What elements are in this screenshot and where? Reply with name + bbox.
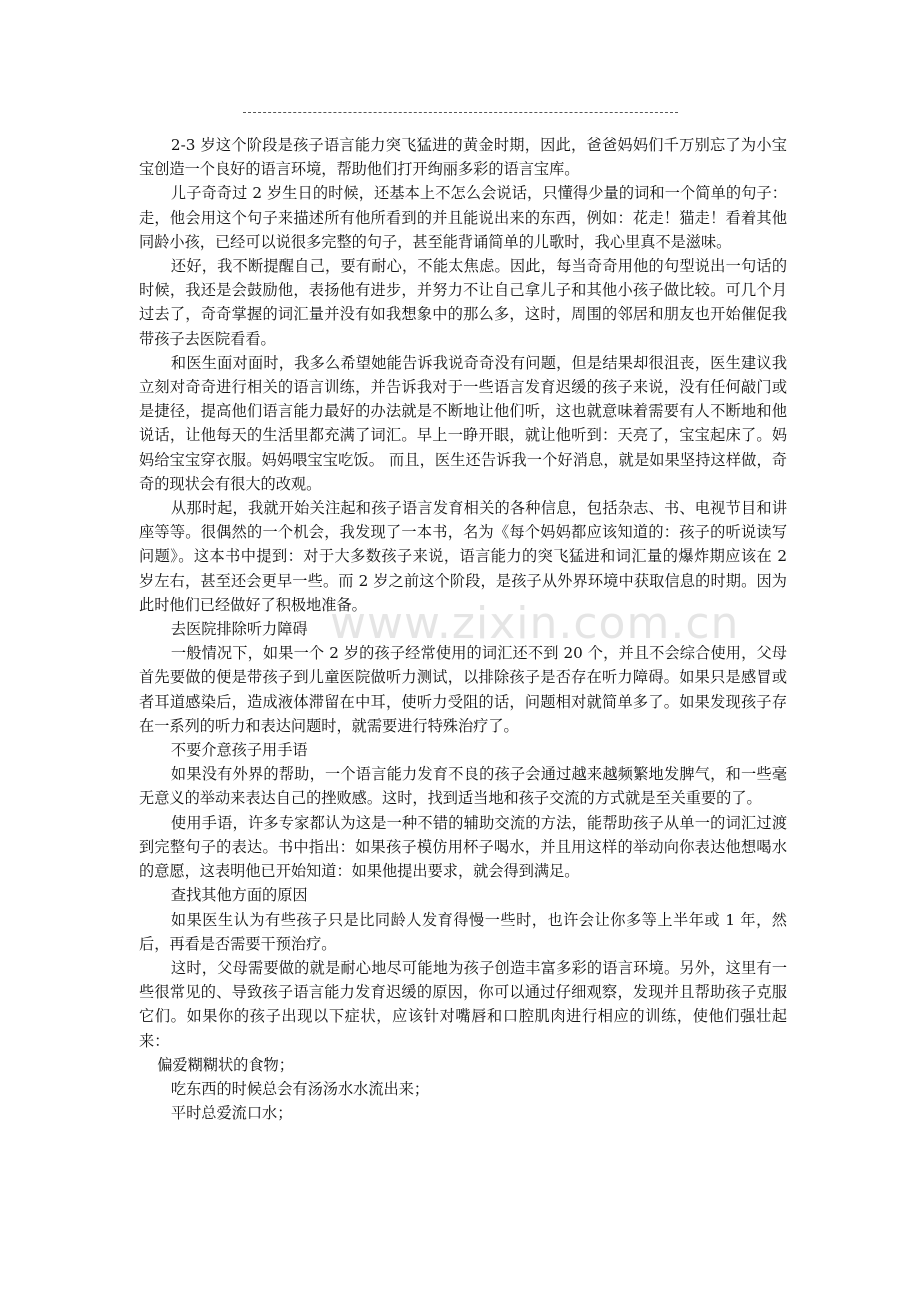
- header-separator: [243, 112, 678, 113]
- watermark: www.zixin.com.cn: [330, 598, 740, 649]
- symptom-item: 吃东西的时候总会有汤汤水水流出来；: [170, 1079, 430, 1098]
- paragraph: 还好，我不断提醒自己，要有耐心，不能太焦虑。因此，每当奇奇用他的句型说出一句话的时候，我还是会鼓励他，表扬他有进步，并努力不让自己拿儿子和其他小孩子做比较。可几个月过去了，奇奇掌握的词汇量并没有如我想象中的那么多，这时，周围的邻居和朋友也开始催促我带孩子去医院看看。: [139, 257, 787, 348]
- paragraph: 使用手语，许多专家都认为这是一种不错的辅助交流的方法，能帮助孩子从单一的词汇过渡到完整句子的表达。书中指出：如果孩子模仿用杯子喝水，并且用这样的举动向你表达他想喝水的意愿，这表明他已开始知道：如果他提出要求，就会得到满足。: [139, 813, 787, 881]
- paragraph: 儿子奇奇过 2 岁生日的时候，还基本上不怎么会说话，只懂得少量的词和一个简单的句子：走，他会用这个句子来描述所有他所看到的并且能说出来的东西，例如：花走！猫走！看着其他同龄小孩，已经可以说很多完整的句子，甚至能背诵简单的儿歌时，我心里真不是滋味。: [139, 184, 787, 251]
- article-body: [139, 133, 787, 1125]
- paragraph: 这时，父母需要做的就是耐心地尽可能地为孩子创造丰富多彩的语言环境。另外，这里有一些很常见的、导致孩子语言能力发育迟缓的原因，你可以通过仔细观察，发现并且帮助孩子克服它们。如果你的孩子出现以下症状，应该针对嘴唇和口腔肌肉进行相应的训练，使他们强壮起来：: [139, 958, 787, 1050]
- paragraph: 从那时起，我就开始关注起和孩子语言发育相关的各种信息，包括杂志、书、电视节目和讲座等等。很偶然的一个机会，我发现了一本书，名为《每个妈妈都应该知道的：孩子的听说读写问题》。这本书中提到：对于大多数孩子来说，语言能力的突飞猛进和词汇量的爆炸期应该在 2 岁左右，甚至还会更早一些。而 2 岁之前这个阶段，是孩子从外界环境中获取信息的时期。因为此时他们已经做好了积极地准备。: [139, 499, 787, 614]
- paragraph: 如果没有外界的帮助，一个语言能力发育不良的孩子会通过越来越频繁地发脾气，和一些毫无意义的举动来表达自己的挫败感。这时，找到适当地和孩子交流的方式就是至关重要的了。: [139, 765, 787, 808]
- section-heading-sign-language: 不要介意孩子用手语: [170, 741, 308, 760]
- paragraph: 如果医生认为有些孩子只是比同龄人发育得慢一些时，也许会让你多等上半年或 1 年，然后，再看是否需要干预治疗。: [139, 910, 787, 953]
- paragraph: 一般情况下，如果一个 2 岁的孩子经常使用的词汇还不到 20 个，并且不会综合使用，父母首先要做的便是带孩子到儿童医院做听力测试，以排除孩子是否存在听力障碍。如果只是感冒或者耳道感染后，造成液体滞留在中耳，使听力受阻的话，问题相对就简单多了。如果发现孩子存在一系列的听力和表达问题时，就需要进行特殊治疗了。: [139, 644, 787, 735]
- symptom-item: 偏爱糊糊状的食物；: [157, 1055, 294, 1074]
- paragraph-intro: 2-3 岁这个阶段是孩子语言能力突飞猛进的黄金时期，因此，爸爸妈妈们千万别忘了为小宝宝创造一个良好的语言环境，帮助他们打开绚丽多彩的语言宝库。: [139, 136, 787, 179]
- section-heading-hearing: 去医院排除听力障碍: [170, 620, 308, 639]
- symptom-item: 平时总爱流口水；: [170, 1104, 293, 1123]
- section-heading-other-causes: 查找其他方面的原因: [170, 886, 308, 905]
- paragraph: 和医生面对面时，我多么希望她能告诉我说奇奇没有问题，但是结果却很沮丧，医生建议我立刻对奇奇进行相关的语言训练，并告诉我对于一些语言发育迟缓的孩子来说，没有任何敲门或是捷径，提高他们语言能力最好的办法就是不断地让他们听，这也就意味着需要有人不断地和他说话，让他每天的生活里都充满了词汇。早上一睁开眼，就让他听到：天亮了，宝宝起床了。妈妈给宝宝穿衣服。妈妈喂宝宝吃饭。 而且，医生还告诉我一个好消息，就是如果坚持这样做，奇奇的现状会有很大的改观。: [139, 353, 787, 493]
